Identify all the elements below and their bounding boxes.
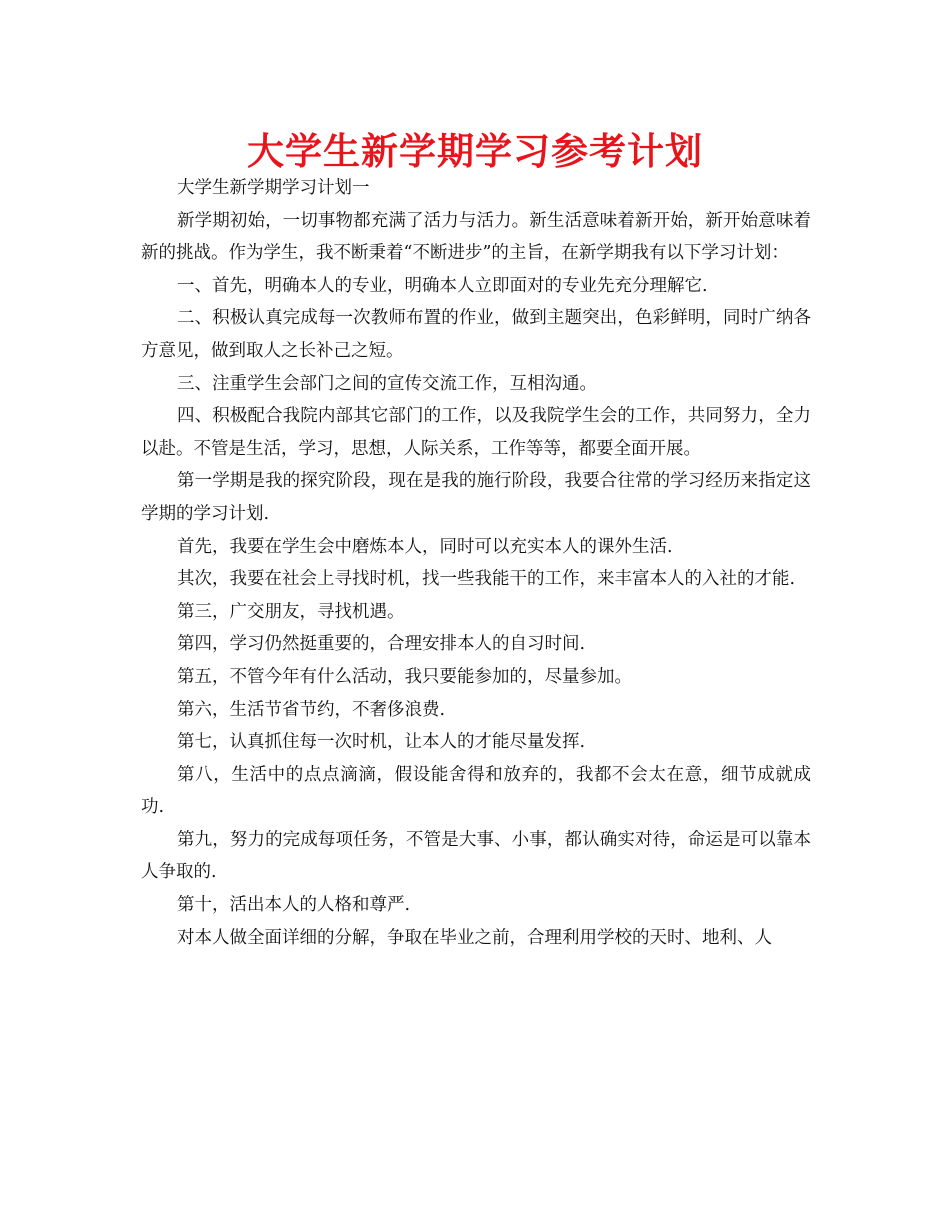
paragraph-5: 四、积极配合我院内部其它部门的工作，以及我院学生会的工作，共同努力，全力以赴。不管是生活，学习，思想，人际关系，工作等等，都要全面开展。 xyxy=(141,406,811,459)
paragraph-17: 对本人做全面详细的分解，争取在毕业之前，合理利用学校的天时、地利、人 xyxy=(177,927,772,948)
paragraph-14: 第八，生活中的点点滴滴，假设能舍得和放弃的，我都不会太在意，细节成就成功. xyxy=(141,764,811,818)
paragraph-12: 第六，生活节省节约，不奢侈浪费. xyxy=(177,699,446,720)
paragraph-10: 第四，学习仍然挺重要的，合理安排本人的自习时间. xyxy=(177,634,586,655)
paragraph-16: 第十，活出本人的人格和尊严. xyxy=(177,895,411,916)
paragraph-3: 二、积极认真完成每一次教师布置的作业，做到主题突出，色彩鲜明，同时广纳各方意见，做到取人之长补己之短。 xyxy=(141,308,811,361)
paragraph-4: 三、注重学生会部门之间的宣传交流工作，互相沟通。 xyxy=(177,373,597,394)
paragraph-15: 第九，努力的完成每项任务，不管是大事、小事，都认确实对待，命运是可以靠本人争取的. xyxy=(141,829,811,883)
document-body xyxy=(141,172,811,954)
paragraph-8: 其次，我要在社会上寻找时机，找一些我能干的工作，来丰富本人的入社的才能. xyxy=(177,569,796,590)
paragraph-9: 第三，广交朋友，寻找机遇。 xyxy=(177,601,405,622)
paragraph-0: 大学生新学期学习计划一 xyxy=(177,178,370,198)
paragraph-13: 第七，认真抓住每一次时机，让本人的才能尽量发挥. xyxy=(177,732,586,753)
paragraph-11: 第五，不管今年有什么活动，我只要能参加的，尽量参加。 xyxy=(177,666,632,687)
paragraph-2: 一、首先，明确本人的专业，明确本人立即面对的专业先充分理解它. xyxy=(177,275,708,296)
paragraph-7: 首先，我要在学生会中磨炼本人，同时可以充实本人的课外生活. xyxy=(177,536,673,557)
paragraph-1: 新学期初始，一切事物都充满了活力与活力。新生活意味着新开始，新开始意味着新的挑战。作为学生，我不断秉着“不断进步”的主旨，在新学期我有以下学习计划： xyxy=(141,210,811,264)
document-title: 大学生新学期学习参考计划 xyxy=(247,130,703,173)
paragraph-6: 第一学期是我的探究阶段，现在是我的施行阶段，我要合往常的学习经历来指定这学期的学习计划. xyxy=(141,471,811,524)
